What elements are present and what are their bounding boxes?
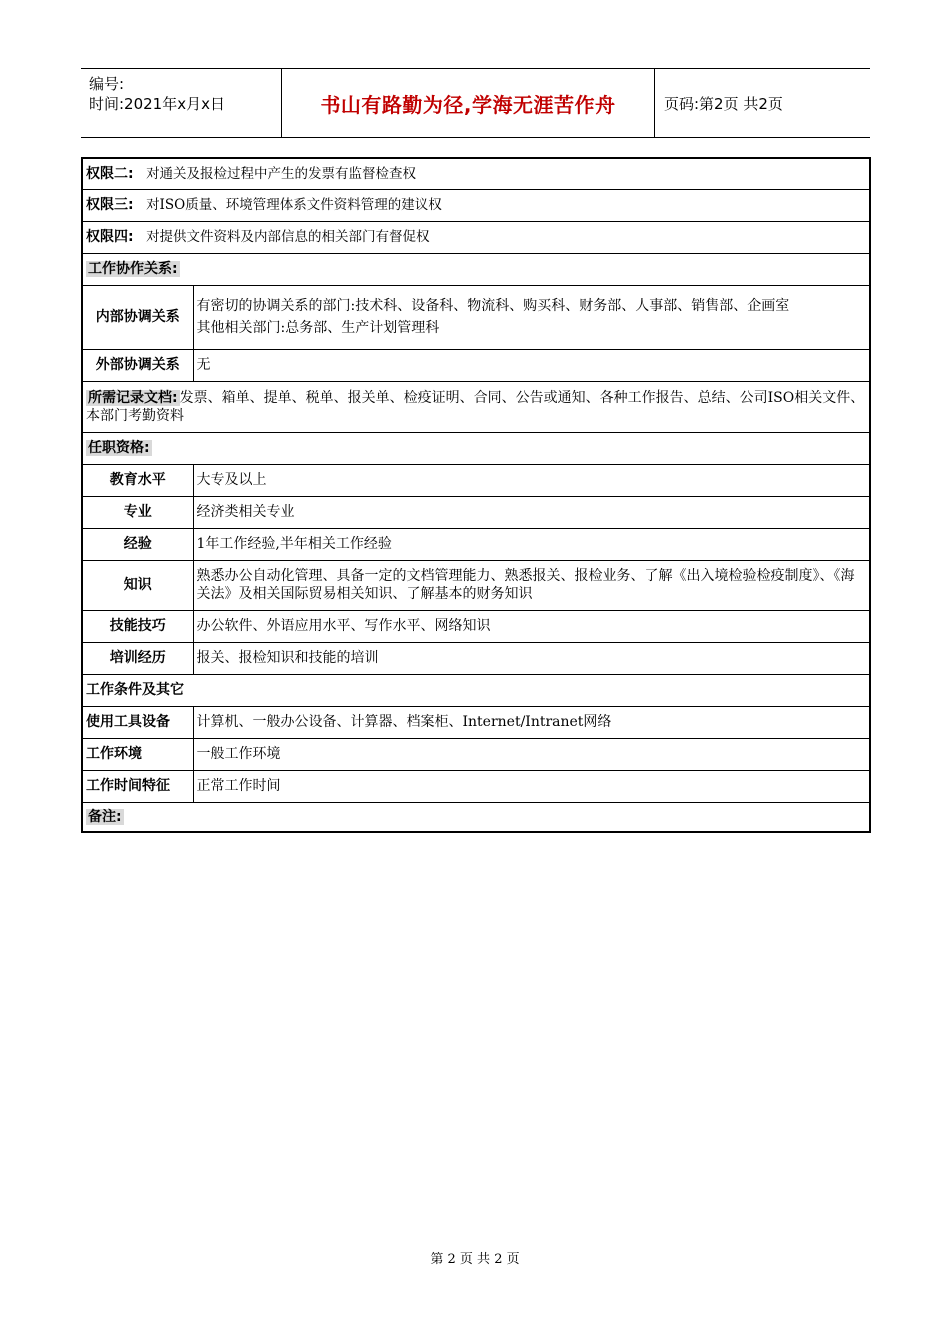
table-row — [82, 496, 870, 528]
table-row — [82, 528, 870, 560]
education-text: 大专及以上 — [193, 464, 870, 496]
major-label: 专业 — [82, 496, 193, 528]
document-number-label: 编号: — [89, 75, 125, 93]
internal-coordination-label: 内部协调关系 — [82, 285, 193, 349]
tools-text: 计算机、一般办公设备、计算器、档案柜、Internet/Intranet网络 — [193, 706, 870, 738]
authority-2-label: 权限二: — [86, 165, 134, 182]
environment-text: 一般工作环境 — [193, 738, 870, 770]
table-row — [82, 642, 870, 674]
cooperation-section-header — [82, 253, 870, 285]
major-text: 经济类相关专业 — [193, 496, 870, 528]
table-row — [82, 802, 870, 832]
tools-label: 使用工具设备 — [82, 706, 193, 738]
cooperation-title: 工作协作关系: — [88, 261, 178, 277]
header-meta — [81, 69, 281, 137]
remarks-row — [82, 802, 870, 832]
records-text: 发票、箱单、提单、税单、报关单、检疫证明、合同、公告或通知、各种工作报告、总结、公司ISO相关文件、本部门考勤资料 — [86, 389, 865, 424]
page-header — [81, 68, 870, 138]
table-row — [82, 158, 870, 189]
page-footer: 第 2 页 共 2 页 — [430, 1252, 520, 1267]
table-row — [82, 189, 870, 221]
experience-text: 1年工作经验,半年相关工作经验 — [193, 528, 870, 560]
authority-3-text: 对ISO质量、环境管理体系文件资料管理的建议权 — [146, 197, 442, 213]
authority-4-label: 权限四: — [86, 229, 134, 245]
knowledge-label: 知识 — [82, 560, 193, 610]
training-label: 培训经历 — [82, 642, 193, 674]
conditions-section-header: 工作条件及其它 — [82, 674, 870, 706]
page-info: 页码:第2页 共2页 — [664, 94, 783, 113]
experience-label: 经验 — [82, 528, 193, 560]
qualification-title: 任职资格: — [88, 440, 150, 456]
external-coordination-label: 外部协调关系 — [82, 349, 193, 381]
education-label: 教育水平 — [82, 464, 193, 496]
table-row — [82, 221, 870, 253]
table-row — [82, 706, 870, 738]
table-row — [82, 674, 870, 706]
authority-row-3 — [82, 189, 870, 221]
records-row — [82, 381, 870, 432]
skills-label: 技能技巧 — [82, 610, 193, 642]
internal-other-departments: 其他相关部门:总务部、生产计划管理科 — [196, 320, 440, 336]
table-row — [82, 464, 870, 496]
header-page-cell — [654, 69, 870, 137]
header-motto-cell — [281, 69, 655, 137]
knowledge-text: 熟悉办公自动化管理、具备一定的文档管理能力、熟悉报关、报检业务、了解《出入境检验检疫制度》、《海关法》及相关国际贸易相关知识、了解基本的财务知识 — [193, 560, 870, 610]
external-coordination-text: 无 — [193, 349, 870, 381]
training-text: 报关、报检知识和技能的培训 — [193, 642, 870, 674]
authority-3-label: 权限三: — [86, 197, 134, 213]
table-row — [82, 432, 870, 464]
remarks-label: 备注: — [88, 808, 122, 825]
environment-label: 工作环境 — [82, 738, 193, 770]
skills-text: 办公软件、外语应用水平、写作水平、网络知识 — [193, 610, 870, 642]
table-row — [82, 610, 870, 642]
table-row — [82, 738, 870, 770]
table-row — [82, 770, 870, 802]
qualification-section-header — [82, 432, 870, 464]
authority-row-2 — [82, 158, 870, 189]
table-row — [82, 381, 870, 432]
table-row — [82, 253, 870, 285]
document-date: 时间:2021年x月x日 — [89, 95, 225, 113]
authority-row-4 — [82, 221, 870, 253]
table-row — [82, 285, 870, 349]
motto: 书山有路勤为径,学海无涯苦作舟 — [320, 92, 616, 117]
work-hours-text: 正常工作时间 — [193, 770, 870, 802]
authority-4-text: 对提供文件资料及内部信息的相关部门有督促权 — [146, 229, 430, 245]
internal-close-departments: 有密切的协调关系的部门:技术科、设备科、物流科、购买科、财务部、人事部、销售部、企画室 — [196, 298, 790, 314]
table-row — [82, 349, 870, 381]
work-hours-label: 工作时间特征 — [82, 770, 193, 802]
job-description-table — [81, 157, 871, 833]
records-label: 所需记录文档: — [88, 389, 178, 406]
table-row — [82, 560, 870, 610]
authority-2-text: 对通关及报检过程中产生的发票有监督检查权 — [146, 165, 417, 182]
internal-coordination-text — [193, 285, 870, 349]
